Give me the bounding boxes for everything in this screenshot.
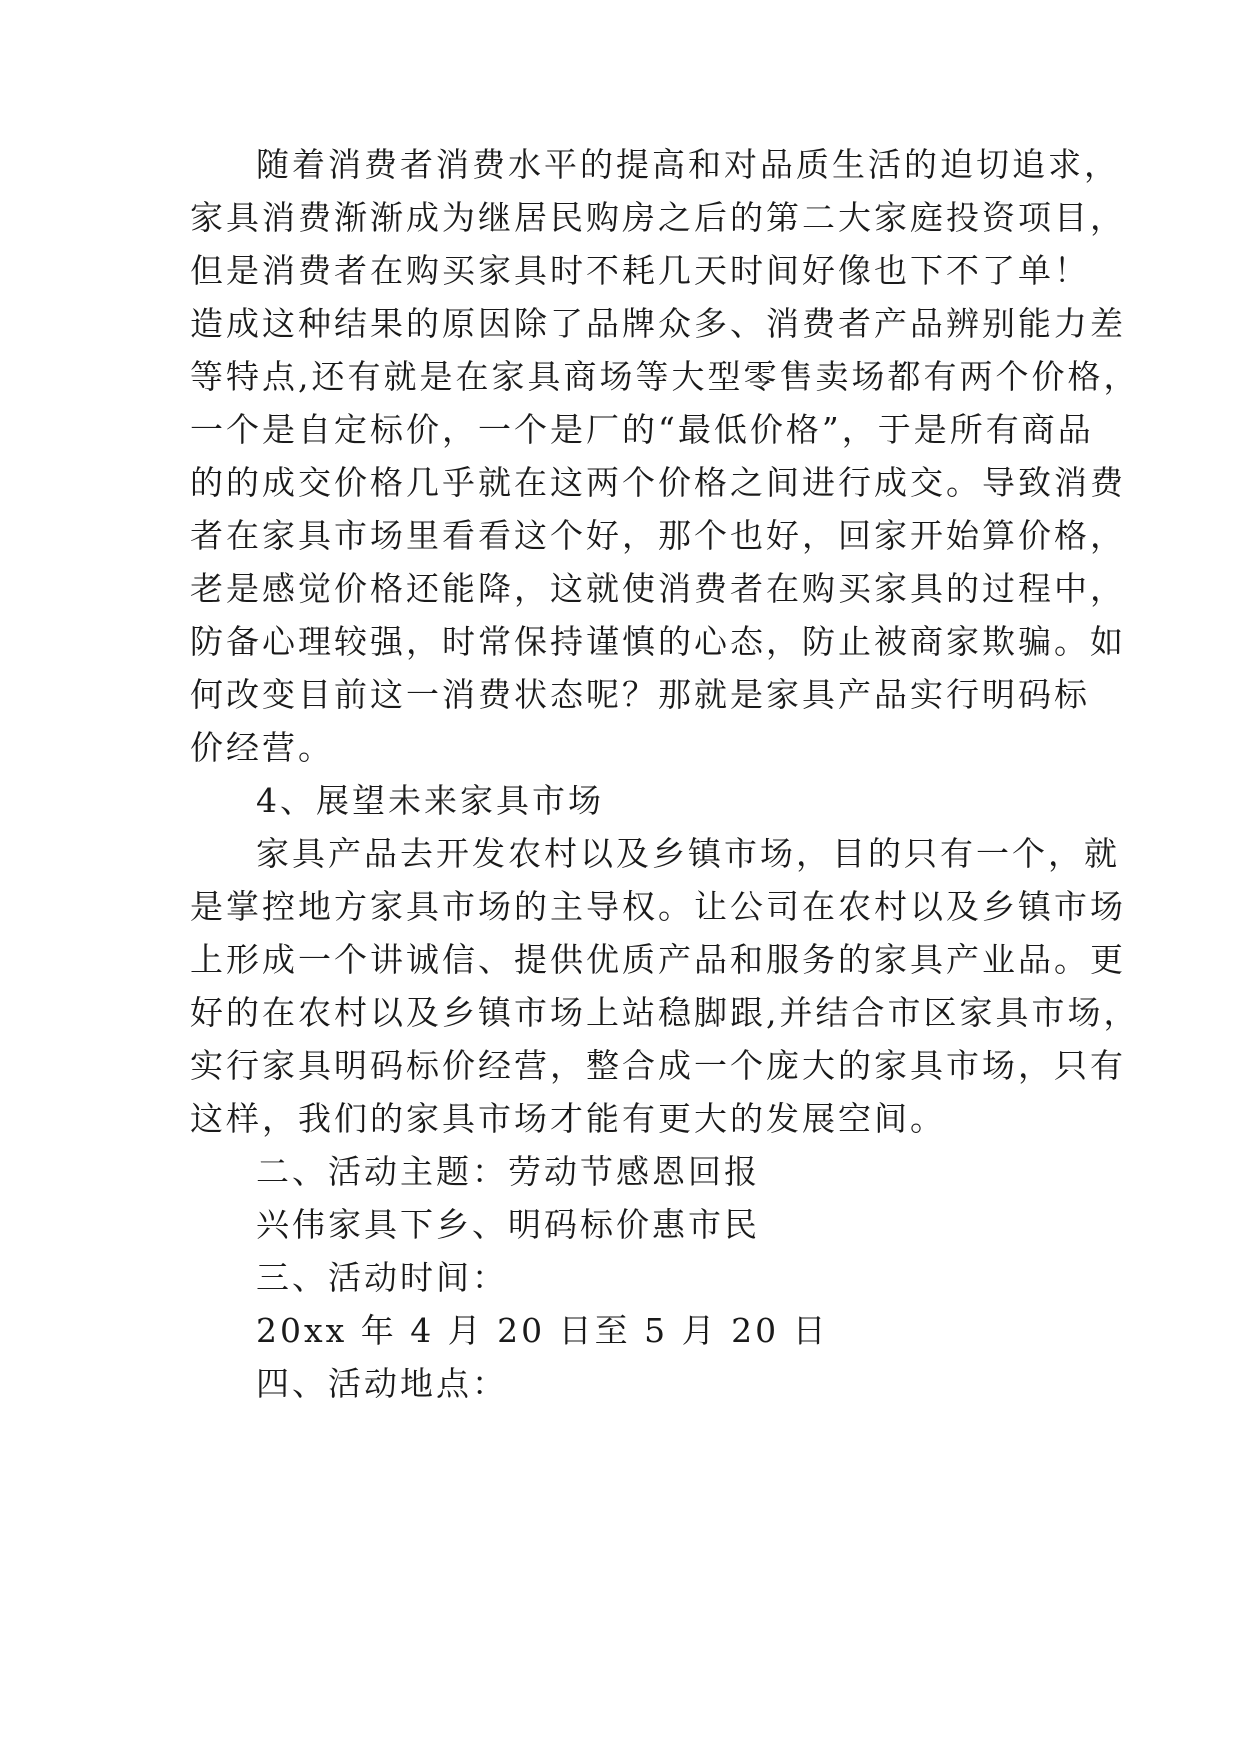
paragraph-line: 家具消费渐渐成为继居民购房之后的第二大家庭投资项目， [190, 198, 1126, 237]
section-heading: 四、活动地点： [256, 1364, 508, 1403]
paragraph-line: 价经营。 [190, 728, 334, 767]
paragraph-line: 上形成一个讲诚信、提供优质产品和服务的家具产业品。更 [190, 940, 1126, 979]
paragraph-line: 家具产品去开发农村以及乡镇市场，目的只有一个，就 [256, 834, 1120, 873]
section-heading: 二、活动主题：劳动节感恩回报 [256, 1152, 760, 1191]
section-heading: 4、展望未来家具市场 [256, 781, 604, 820]
paragraph-line: 20xx 年 4 月 20 日至 5 月 20 日 [256, 1311, 829, 1350]
paragraph-line: 造成这种结果的原因除了品牌众多、消费者产品辨别能力差 [190, 304, 1126, 343]
paragraph-line: 兴伟家具下乡、明码标价惠市民 [256, 1205, 760, 1244]
paragraph-line: 防备心理较强，时常保持谨慎的心态，防止被商家欺骗。如 [190, 622, 1126, 661]
paragraph-line: 是掌控地方家具市场的主导权。让公司在农村以及乡镇市场 [190, 887, 1126, 926]
paragraph-line: 老是感觉价格还能降，这就使消费者在购买家具的过程中， [190, 569, 1126, 608]
paragraph-line: 实行家具明码标价经营，整合成一个庞大的家具市场，只有 [190, 1046, 1126, 1085]
paragraph-line: 等特点,还有就是在家具商场等大型零售卖场都有两个价格， [190, 357, 1140, 396]
paragraph-line: 好的在农村以及乡镇市场上站稳脚跟,并结合市区家具市场， [190, 993, 1140, 1032]
paragraph-line: 的的成交价格几乎就在这两个价格之间进行成交。导致消费 [190, 463, 1126, 502]
section-heading: 三、活动时间： [256, 1258, 508, 1297]
paragraph-line: 一个是自定标价，一个是厂的“最低价格”，于是所有商品 [190, 410, 1094, 449]
paragraph-line: 何改变目前这一消费状态呢？那就是家具产品实行明码标 [190, 675, 1090, 714]
paragraph-line: 随着消费者消费水平的提高和对品质生活的迫切追求， [256, 145, 1120, 184]
paragraph-line: 这样，我们的家具市场才能有更大的发展空间。 [190, 1099, 946, 1138]
paragraph-line: 者在家具市场里看看这个好，那个也好，回家开始算价格， [190, 516, 1126, 555]
paragraph-line: 但是消费者在购买家具时不耗几天时间好像也下不了单！ [190, 251, 1090, 290]
